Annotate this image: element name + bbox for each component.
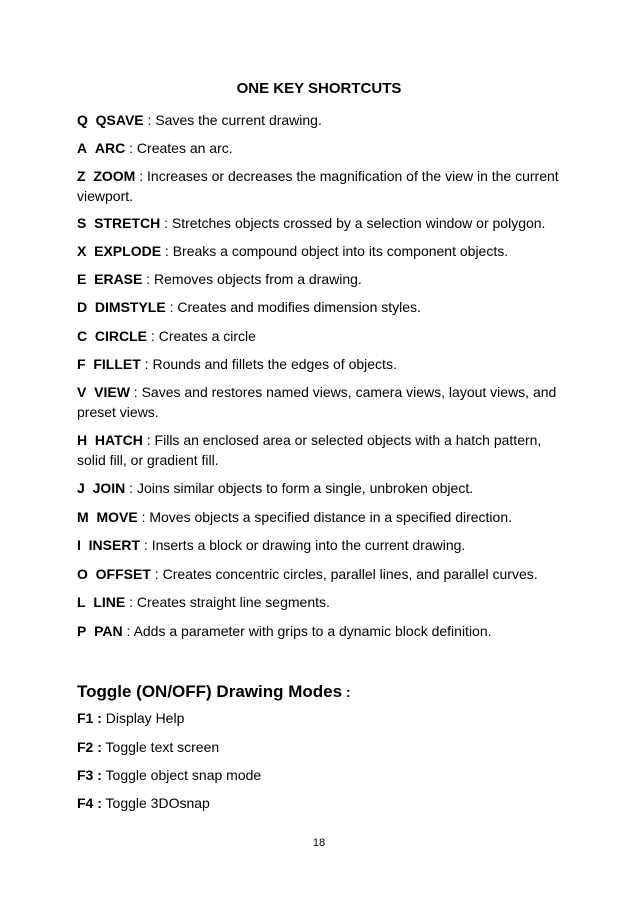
shortcut-description: Fills an enclosed area or selected objects with a hatch pattern, solid fill, or gradient fill. xyxy=(77,432,542,468)
shortcut-command: DIMSTYLE xyxy=(94,299,166,315)
shortcut-description: Creates an arc. xyxy=(136,140,233,156)
shortcut-key: O xyxy=(77,566,88,582)
shortcut-entry-fillet xyxy=(77,354,563,374)
shortcut-separator: : xyxy=(143,112,156,128)
shortcut-entry-stretch xyxy=(77,213,563,233)
shortcut-description: Adds a parameter with grips to a dynamic block definition. xyxy=(133,623,492,639)
page-heading: ONE KEY SHORTCUTS xyxy=(236,80,402,97)
shortcut-separator: : xyxy=(142,432,155,448)
shortcut-entry-hatch xyxy=(77,430,563,470)
function-key: F1 : xyxy=(77,710,102,726)
shortcut-command: ARC xyxy=(94,140,126,156)
shortcut-separator: : xyxy=(150,566,163,582)
shortcut-key: I xyxy=(77,537,81,553)
shortcut-command: ERASE xyxy=(94,271,143,287)
shortcut-separator: : xyxy=(125,140,137,156)
shortcut-command: STRETCH xyxy=(94,215,161,231)
shortcut-key: P xyxy=(77,623,87,639)
shortcut-separator: : xyxy=(140,537,152,553)
shortcut-description: Creates concentric circles, parallel lines, and parallel curves. xyxy=(162,566,538,582)
shortcut-key: A xyxy=(77,140,88,156)
function-description: Toggle object snap mode xyxy=(105,767,262,783)
shortcut-description: Inserts a block or drawing into the current drawing. xyxy=(151,537,466,553)
toggle-entry-f1 xyxy=(77,708,563,728)
shortcut-command: OFFSET xyxy=(95,566,151,582)
shortcut-entry-qsave xyxy=(77,110,563,130)
toggle-entry-f4 xyxy=(77,793,563,813)
shortcut-description: Stretches objects crossed by a selection window or polygon. xyxy=(171,215,546,231)
shortcut-command: HATCH xyxy=(94,432,143,448)
shortcut-command: MOVE xyxy=(96,509,138,525)
shortcut-description: Rounds and fillets the edges of objects. xyxy=(152,356,397,372)
function-key: F3 : xyxy=(77,767,102,783)
shortcut-description: Joins similar objects to form a single, unbroken object. xyxy=(136,480,474,496)
shortcut-key: Z xyxy=(77,168,86,184)
shortcut-entry-move xyxy=(77,507,563,527)
shortcut-description: Creates a circle xyxy=(158,328,256,344)
shortcut-description: Removes objects from a drawing. xyxy=(154,271,362,287)
shortcut-command: ZOOM xyxy=(93,168,136,184)
shortcut-separator: : xyxy=(165,299,178,315)
shortcut-key: V xyxy=(77,384,87,400)
toggle-section-title-text: Toggle (ON/OFF) Drawing Modes xyxy=(77,682,343,701)
page-number: 18 xyxy=(312,837,326,849)
shortcut-separator: : xyxy=(137,509,150,525)
shortcut-key: D xyxy=(77,299,88,315)
shortcut-description: Saves the current drawing. xyxy=(155,112,322,128)
shortcut-separator: : xyxy=(160,215,172,231)
shortcut-entry-line xyxy=(77,592,563,612)
shortcut-entry-arc xyxy=(77,138,563,158)
function-description: Toggle 3DOsnap xyxy=(105,795,210,811)
shortcut-description: Creates straight line segments. xyxy=(136,594,330,610)
shortcut-command: PAN xyxy=(94,623,123,639)
shortcut-description: Saves and restores named views, camera views, layout views, and preset views. xyxy=(77,384,557,420)
shortcut-separator: : xyxy=(129,384,142,400)
toggle-entry-f2 xyxy=(77,737,563,757)
shortcut-entry-erase xyxy=(77,269,563,289)
shortcut-entry-zoom xyxy=(77,166,563,206)
shortcut-key: J xyxy=(77,480,85,496)
shortcut-separator: : xyxy=(142,271,155,287)
shortcut-key: H xyxy=(77,432,88,448)
shortcut-key: X xyxy=(77,243,87,259)
shortcut-entry-explode xyxy=(77,241,563,261)
shortcut-separator: : xyxy=(161,243,173,259)
shortcut-separator: : xyxy=(135,168,148,184)
shortcut-command: LINE xyxy=(93,594,126,610)
function-key: F4 : xyxy=(77,795,102,811)
shortcut-key: F xyxy=(77,356,86,372)
shortcut-key: E xyxy=(77,271,87,287)
toggle-section-title xyxy=(77,680,351,704)
shortcut-entry-join xyxy=(77,478,563,498)
shortcut-separator: : xyxy=(125,480,137,496)
shortcut-key: M xyxy=(77,509,89,525)
shortcut-description: Creates and modifies dimension styles. xyxy=(177,299,421,315)
function-description: Toggle text screen xyxy=(105,739,220,755)
shortcut-command: JOIN xyxy=(92,480,126,496)
shortcut-command: CIRCLE xyxy=(94,328,148,344)
function-key: F2 : xyxy=(77,739,102,755)
shortcut-entry-dimstyle xyxy=(77,297,563,317)
shortcut-separator: : xyxy=(125,594,137,610)
toggle-entry-f3 xyxy=(77,765,563,785)
shortcut-command: EXPLODE xyxy=(94,243,162,259)
shortcut-key: C xyxy=(77,328,88,344)
shortcut-entry-insert xyxy=(77,535,563,555)
shortcut-command: VIEW xyxy=(94,384,130,400)
shortcut-entry-pan xyxy=(77,621,563,641)
shortcut-entry-offset xyxy=(77,564,563,584)
shortcut-entry-circle xyxy=(77,326,563,346)
function-description: Display Help xyxy=(105,710,185,726)
shortcut-description: Increases or decreases the magnification of the view in the current viewport. xyxy=(77,168,559,204)
shortcut-key: L xyxy=(77,594,86,610)
shortcut-separator: : xyxy=(122,623,134,639)
shortcut-command: INSERT xyxy=(88,537,141,553)
shortcut-command: QSAVE xyxy=(95,112,144,128)
shortcut-key: Q xyxy=(77,112,88,128)
shortcut-separator: : xyxy=(147,328,159,344)
shortcut-entry-view xyxy=(77,382,563,422)
shortcut-key: S xyxy=(77,215,87,231)
toggle-section-title-colon: : xyxy=(342,684,351,700)
shortcut-separator: : xyxy=(140,356,153,372)
shortcut-description: Breaks a compound object into its component objects. xyxy=(172,243,509,259)
shortcut-description: Moves objects a specified distance in a specified direction. xyxy=(149,509,512,525)
shortcut-command: FILLET xyxy=(93,356,141,372)
